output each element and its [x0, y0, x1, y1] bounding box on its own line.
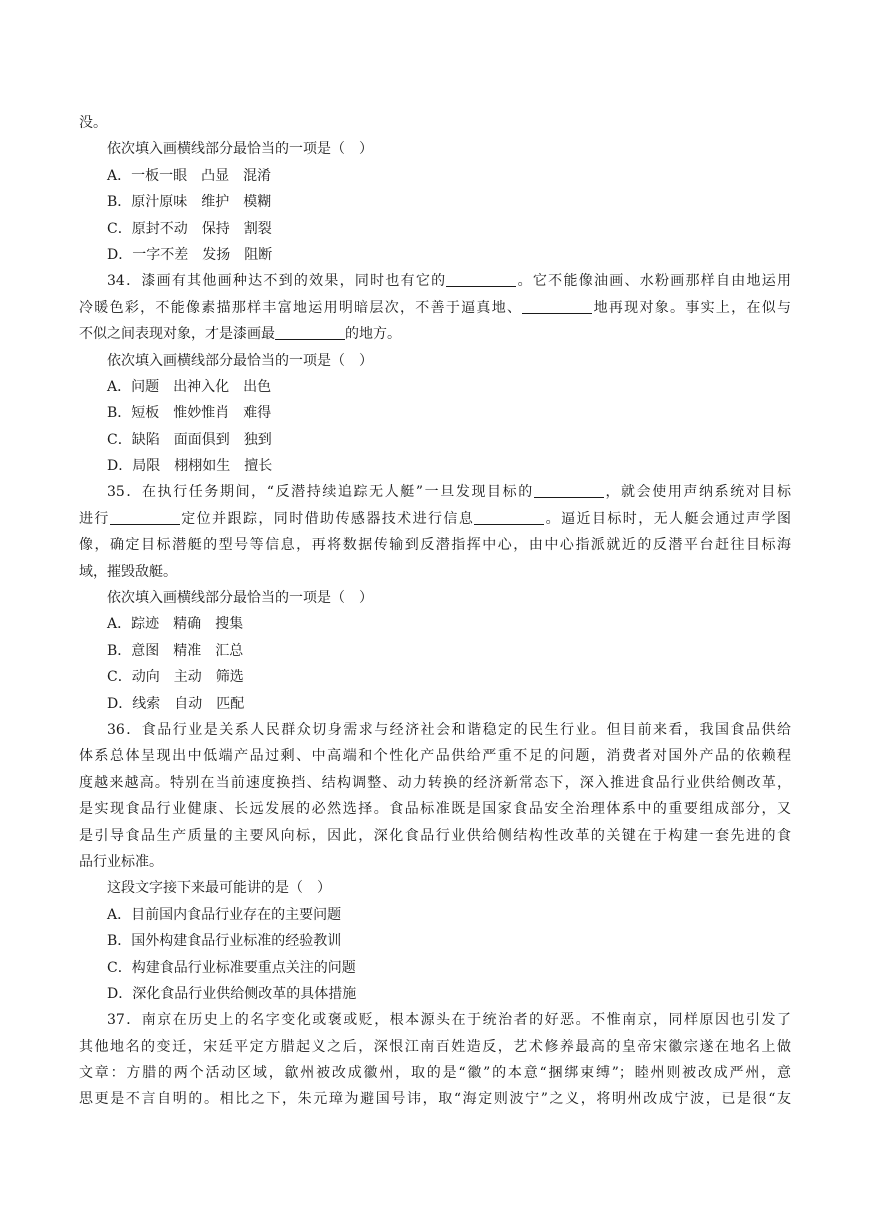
- option-a: A．一板一眼 凸显 混淆: [107, 167, 272, 184]
- option-d: D．线索 自动 匹配: [107, 695, 245, 712]
- question-34-line-1: 34．漆画有其他画种达不到的效果，同时也有它的 。它不能像油画、水粉画那样自由地运用: [107, 273, 791, 290]
- question-prompt: 依次填入画横线部分最恰当的一项是（ ）: [107, 141, 373, 158]
- option-a: A．目前国内食品行业存在的主要问题: [107, 906, 342, 923]
- question-prompt: 依次填入画横线部分最恰当的一项是（ ）: [107, 590, 373, 607]
- question-36-line-3: 度越来越高。特别在当前速度换挡、结构调整、动力转换的经济新常态下，深入推进食品行业供给侧改革，: [79, 774, 791, 791]
- option-d: D．局限 栩栩如生 擅长: [107, 458, 273, 475]
- question-prompt: 依次填入画横线部分最恰当的一项是（ ）: [107, 352, 373, 369]
- question-36-line-6: 品行业标准。: [79, 853, 163, 870]
- option-b: B．短板 惟妙惟肖 难得: [107, 405, 272, 422]
- page-content: [79, 110, 791, 1113]
- question-37-line-4: 思更是不言自明的。相比之下，朱元璋为避国号讳，取“海定则波宁”之义，将明州改成宁波，已是很“友: [79, 1091, 791, 1108]
- option-a: A．踪迹 精确 搜集: [107, 616, 244, 633]
- option-d: D．一字不差 发扬 阻断: [107, 246, 273, 263]
- option-c: C．构建食品行业标准要重点关注的问题: [107, 959, 356, 976]
- fill-blank: [275, 325, 345, 340]
- question-36-line-1: 36．食品行业是关系人民群众切身需求与经济社会和谐稳定的民生行业。但目前来看，我国食品供给: [107, 721, 791, 738]
- fill-blank: [110, 510, 180, 525]
- question-35-line-4: 域，摧毁敌艇。: [79, 563, 177, 580]
- option-c: C．原封不动 保持 割裂: [107, 220, 272, 237]
- question-34-line-3: 不似之间表现对象，才是漆画最 的地方。: [79, 326, 401, 343]
- question-35-line-1: 35．在执行任务期间，“反潜持续追踪无人艇”一旦发现目标的 ，就会使用声纳系统对目标: [107, 484, 792, 501]
- question-36-line-2: 体系总体呈现出中低端产品过剩、中高端和个性化产品供给严重不足的问题，消费者对国外产品的依赖程: [79, 748, 791, 765]
- question-36-line-5: 是引导食品生产质量的主要风向标，因此，深化食品行业供给侧结构性改革的关键在于构建一套先进的食: [79, 827, 791, 844]
- option-d: D．深化食品行业供给侧改革的具体措施: [107, 985, 357, 1002]
- fill-blank: [534, 483, 604, 498]
- question-37-line-3: 文章：方腊的两个活动区域，歙州被改成徽州，取的是“徽”的本意“捆绑束缚”；睦州则被改成严州，意: [79, 1065, 791, 1082]
- question-36-line-4: 是实现食品行业健康、长远发展的必然选择。食品标准既是国家食品安全治理体系中的重要组成部分，又: [79, 801, 791, 818]
- option-b: B．意图 精准 汇总: [107, 642, 244, 659]
- option-b: B．国外构建食品行业标准的经验教训: [107, 933, 342, 950]
- option-a: A．问题 出神入化 出色: [107, 378, 272, 395]
- question-37-line-2: 其他地名的变迁，宋廷平定方腊起义之后，深恨江南百姓造反，艺术修养最高的皇帝宋徽宗遂在地名上做: [79, 1038, 791, 1055]
- option-c: C．缺陷 面面俱到 独到: [107, 431, 272, 448]
- fill-blank: [522, 299, 592, 314]
- paragraph-line: 没。: [79, 115, 107, 131]
- question-prompt: 这段文字接下来最可能讲的是（ ）: [107, 880, 331, 897]
- fill-blank: [474, 510, 544, 525]
- option-b: B．原汁原味 维护 模糊: [107, 194, 272, 211]
- option-c: C．动向 主动 筛选: [107, 669, 244, 686]
- question-34-line-2: 冷暖色彩，不能像素描那样丰富地运用明暗层次，不善于逼真地、 地再现对象。事实上，在似与: [79, 299, 792, 316]
- fill-blank: [446, 272, 516, 287]
- question-35-line-2: 进行 定位并跟踪，同时借助传感器技术进行信息 。逼近目标时，无人艇会通过声学图: [79, 510, 792, 527]
- question-35-line-3: 像，确定目标潜艇的型号等信息，再将数据传输到反潜指挥中心，由中心指派就近的反潜平台赶往目标海: [79, 537, 791, 554]
- question-37-line-1: 37．南京在历史上的名字变化或褒或贬，根本源头在于统治者的好恶。不惟南京，同样原因也引发了: [107, 1012, 791, 1029]
